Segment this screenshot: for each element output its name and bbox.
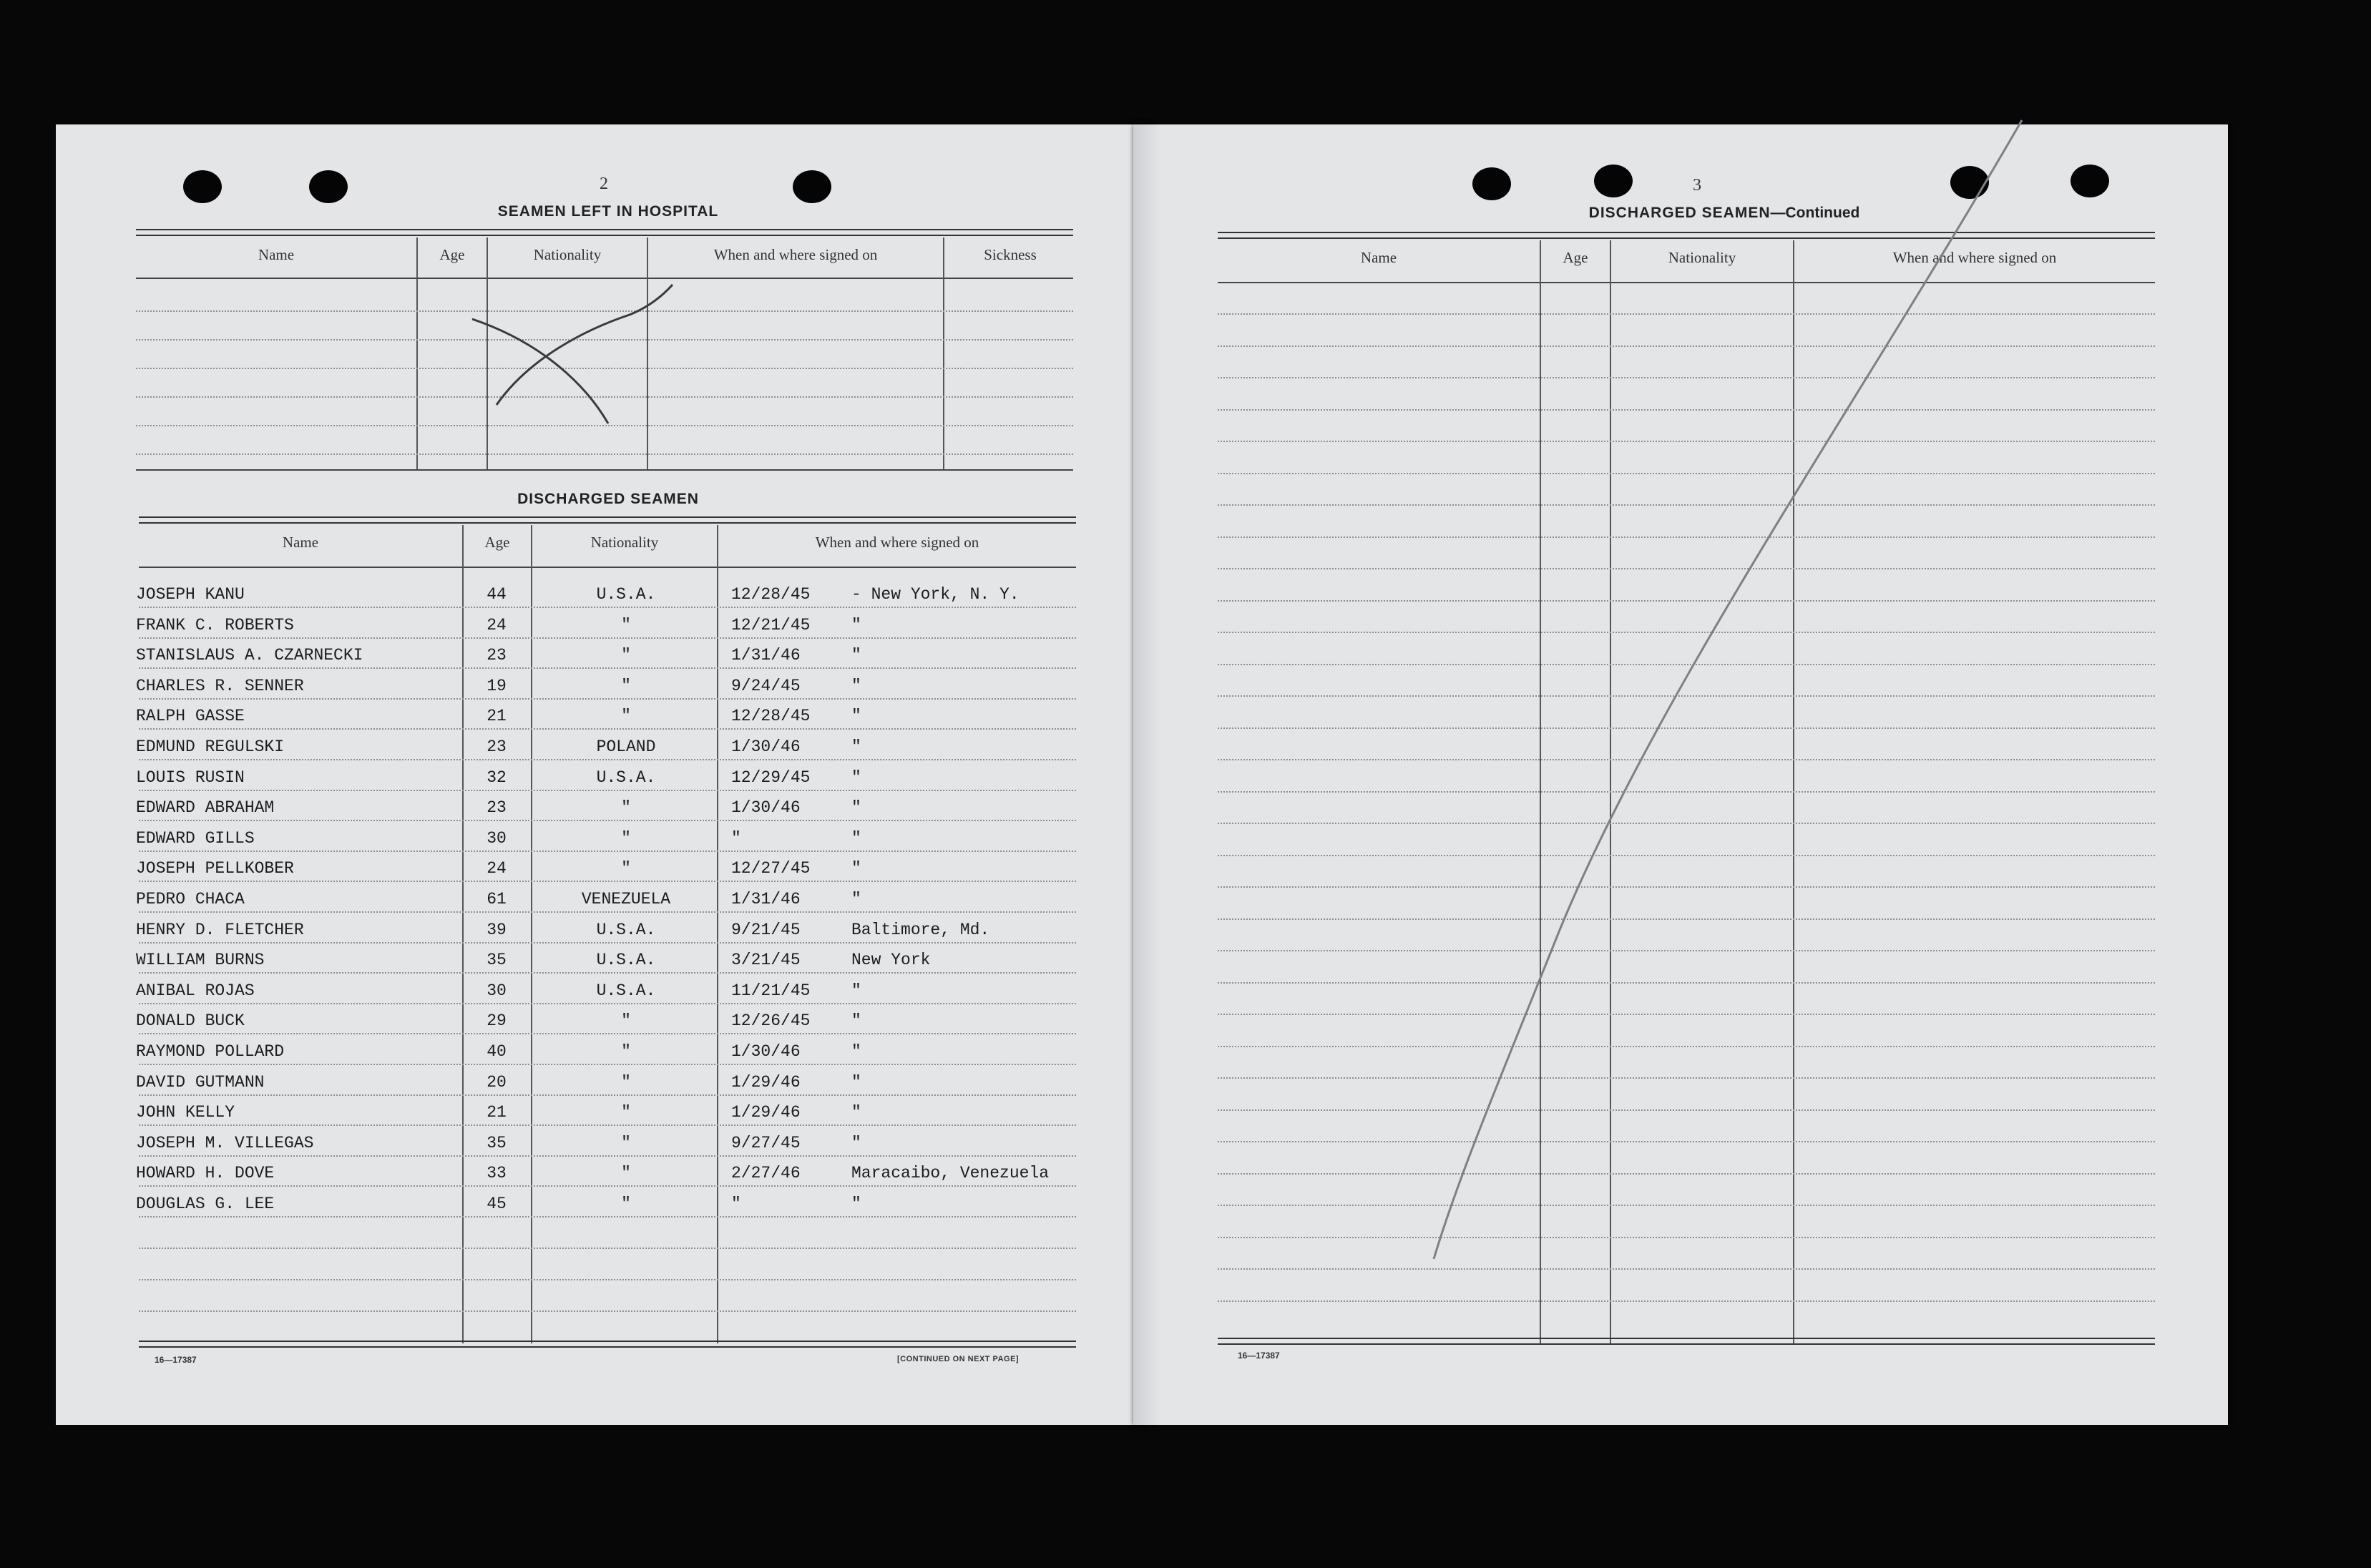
signed-on-date: 1/30/46 [731,1042,801,1061]
seaman-nationality: POLAND [596,738,656,756]
seaman-name: PEDRO CHACA [136,890,245,908]
hospital-col-nationality: Nationality [533,246,602,263]
discharged-continued-title-suffix: —Continued [1770,205,1860,221]
signed-on-place: " [851,1103,861,1122]
signed-on-place: " [851,1134,861,1152]
signed-on-date: 3/21/45 [731,951,801,969]
seaman-name: JOSEPH M. VILLEGAS [136,1134,314,1152]
hospital-section-title: SEAMEN LEFT IN HOSPITAL [497,203,719,220]
signed-on-date: 12/27/45 [731,859,811,878]
seaman-age: 30 [487,829,507,848]
seaman-age: 29 [487,1011,507,1030]
page-number-right: 3 [1693,176,1701,195]
seaman-age: 45 [487,1195,507,1213]
seaman-nationality: " [621,1011,631,1030]
hospital-col-age: Age [439,246,465,263]
seaman-nationality: " [621,798,631,817]
signed-on-place: " [851,768,861,787]
discharged-section-title: DISCHARGED SEAMEN [517,491,699,507]
signed-on-date: 1/29/46 [731,1073,801,1092]
seaman-nationality: " [621,1164,631,1182]
signed-on-date: 12/26/45 [731,1011,811,1030]
seaman-nationality: " [621,829,631,848]
seaman-name: DAVID GUTMANN [136,1073,265,1092]
seaman-name: CHARLES R. SENNER [136,677,304,695]
seaman-age: 24 [487,859,507,878]
cross-out-mark [472,319,608,423]
seaman-age: 24 [487,616,507,634]
seaman-age: 23 [487,646,507,665]
pencil-stroke [1434,120,2022,1259]
signed-on-date: 9/27/45 [731,1134,801,1152]
seaman-nationality: " [621,677,631,695]
signed-on-date: 9/21/45 [731,921,801,939]
signed-on-date: " [731,1195,741,1213]
cross-out-mark [497,285,673,405]
signed-on-date: 1/30/46 [731,798,801,817]
seaman-age: 39 [487,921,507,939]
hospital-col-name: Name [258,246,295,263]
seaman-age: 40 [487,1042,507,1061]
hospital-col-sickness: Sickness [984,246,1037,263]
form-number-right: 16—17387 [1238,1351,1280,1361]
signed-on-date: 12/21/45 [731,616,811,634]
seaman-name: RALPH GASSE [136,707,245,725]
signed-on-place: Baltimore, Md. [851,921,990,939]
signed-on-date: 12/28/45 [731,585,811,604]
signed-on-place: " [851,798,861,817]
seaman-name: EDWARD ABRAHAM [136,798,275,817]
signed-on-place: New York [851,951,931,969]
signed-on-place: " [851,1042,861,1061]
seaman-nationality: " [621,646,631,665]
signed-on-date: " [731,829,741,848]
discharged-continued-title-main: DISCHARGED SEAMEN [1588,205,1771,221]
signed-on-date: 11/21/45 [731,981,811,1000]
signed-on-place: Maracaibo, Venezuela [851,1164,1050,1182]
discharged-col-when-where: When and where signed on [815,534,979,551]
signed-on-date: 1/29/46 [731,1103,801,1122]
signed-on-date: 2/27/46 [731,1164,801,1182]
seaman-nationality: VENEZUELA [581,890,671,908]
seaman-nationality: " [621,1073,631,1092]
seaman-name: WILLIAM BURNS [136,951,265,969]
signed-on-place: " [851,859,861,878]
signed-on-date: 1/31/46 [731,890,801,908]
right-col-name: Name [1360,249,1397,266]
seaman-name: EDWARD GILLS [136,829,255,848]
hospital-col-when-where: When and where signed on [713,246,878,263]
signed-on-place: " [851,677,861,695]
continued-note: [CONTINUED ON NEXT PAGE] [897,1355,1020,1363]
page-number-left: 2 [600,175,608,193]
seaman-age: 61 [487,890,507,908]
seaman-nationality: U.S.A. [596,951,656,969]
seaman-nationality: " [621,1195,631,1213]
right-col-age: Age [1563,249,1588,266]
seaman-nationality: " [621,1103,631,1122]
seaman-age: 20 [487,1073,507,1092]
seaman-name: FRANK C. ROBERTS [136,616,294,634]
seaman-name: EDMUND REGULSKI [136,738,285,756]
seaman-nationality: " [621,616,631,634]
signed-on-place: " [851,738,861,756]
seaman-age: 21 [487,1103,507,1122]
seaman-age: 23 [487,798,507,817]
seaman-name: ANIBAL ROJAS [136,981,255,1000]
signed-on-place: " [851,829,861,848]
signed-on-date: 9/24/45 [731,677,801,695]
seaman-age: 21 [487,707,507,725]
form-number-left: 16—17387 [155,1355,197,1365]
right-col-when-where: When and where signed on [1892,249,2057,266]
signed-on-place: " [851,1195,861,1213]
signed-on-place: " [851,981,861,1000]
seaman-nationality: " [621,1042,631,1061]
discharged-col-name: Name [282,534,319,551]
seaman-age: 35 [487,951,507,969]
signed-on-date: 12/29/45 [731,768,811,787]
signed-on-place: - New York, N. Y. [851,585,1020,604]
seaman-name: JOHN KELLY [136,1103,235,1122]
signed-on-place: " [851,707,861,725]
signed-on-date: 1/31/46 [731,646,801,665]
discharged-col-age: Age [484,534,510,551]
signed-on-date: 12/28/45 [731,707,811,725]
signed-on-place: " [851,1073,861,1092]
seaman-name: STANISLAUS A. CZARNECKI [136,646,363,665]
seaman-name: HOWARD H. DOVE [136,1164,275,1182]
seaman-age: 19 [487,677,507,695]
seaman-age: 30 [487,981,507,1000]
seaman-name: JOSEPH KANU [136,585,245,604]
signed-on-place: " [851,1011,861,1030]
seaman-name: JOSEPH PELLKOBER [136,859,294,878]
seaman-name: DOUGLAS G. LEE [136,1195,275,1213]
seaman-name: HENRY D. FLETCHER [136,921,304,939]
seaman-nationality: U.S.A. [596,921,656,939]
seaman-nationality: " [621,859,631,878]
signed-on-date: 1/30/46 [731,738,801,756]
seaman-age: 23 [487,738,507,756]
seaman-age: 32 [487,768,507,787]
seaman-age: 35 [487,1134,507,1152]
discharged-col-nationality: Nationality [590,534,659,551]
seaman-nationality: U.S.A. [596,585,656,604]
seaman-nationality: U.S.A. [596,768,656,787]
seaman-age: 44 [487,585,507,604]
seaman-name: LOUIS RUSIN [136,768,245,787]
seaman-name: DONALD BUCK [136,1011,245,1030]
seaman-nationality: U.S.A. [596,981,656,1000]
seaman-age: 33 [487,1164,507,1182]
seaman-nationality: " [621,1134,631,1152]
right-col-nationality: Nationality [1668,249,1736,266]
seaman-nationality: " [621,707,631,725]
signed-on-place: " [851,646,861,665]
signed-on-place: " [851,616,861,634]
seaman-name: RAYMOND POLLARD [136,1042,285,1061]
signed-on-place: " [851,890,861,908]
